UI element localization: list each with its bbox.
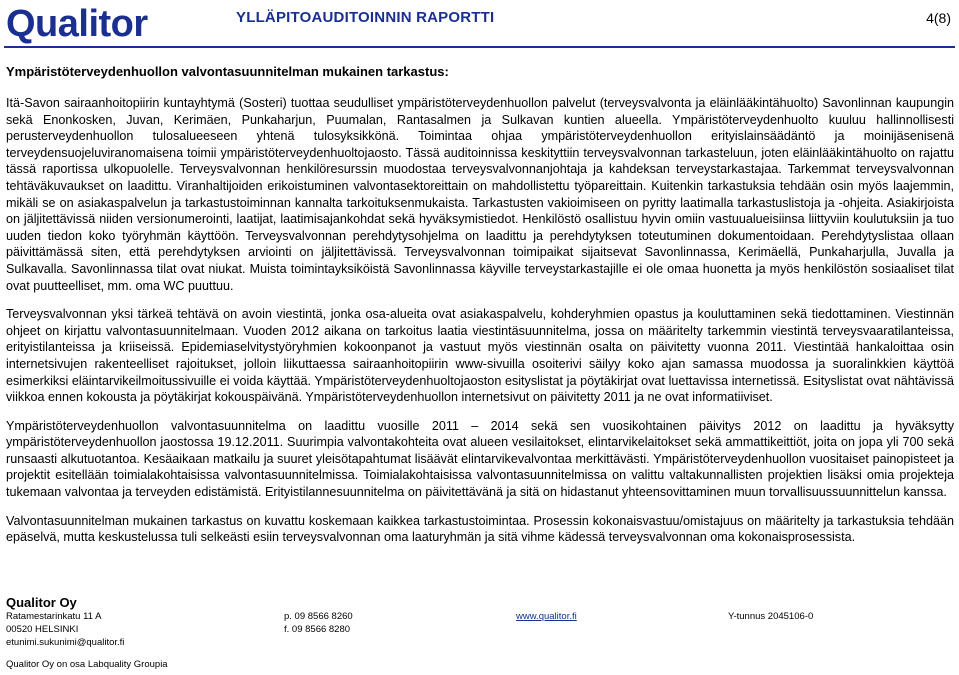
footer-group-note: Qualitor Oy on osa Labquality Groupia (6, 659, 168, 670)
footer-postal: 00520 HELSINKI (6, 624, 79, 635)
paragraph: Itä-Savon sairaanhoitopiirin kuntayhtymä (Sosteri) tuottaa seudulliset ympäristöterveydenhuollon palvelut (terveysvalvonta ja eläinlääkintähuolto) Savonlinnan kaupungin sekä Enonkosken, Juvan, Kerimäen, Punkaharjun, Puumalan, Rantasalmen ja Sulkavan kuntien alueella. Ympäristöterveydenhuolto kuuluu hallinnollisesti perusterveydenhuollon tulosalueeseen yhtenä tulosyksikkönä. Toimintaa ohjaa ympäristöterveydenhuollon erityislainsäädäntö ja moinijäsenisenä terveydensuojeluviranomaisena toimii ympäristöterveydenhuoltojaosto. Tässä auditoinnissa keskityttiin terveysvalvonnan tarkasteluun, joten eläinlääkintähuolto on rajattu tässä raportissa ulkopuolelle. Terveysvalvonnan henkilöresurssin muodostaa terveysvalvonnanjohtaja ja kahdeksan terveystarkastajaa. Tarkemmat terveysvalvonnan tehtäväkuvaukset on laadittu. Viranhaltijoiden erikoistuminen valvontasektoreittain on mahdollistettu työpareittain. Kuitenkin tarkastuksia tehdään osin myös laajemmin, mikäli se on asiakaspalvelun ja tarkastustoiminnan kannalta tarkoituksenmukaista. Tarkastusten vakioimiseen on pyritty laatimalla tarkastuslistoja ja -ohjeita. Asiakirjoista on jäljitettävissä niiden versionumerointi, laatijat, laatimisajankohdat sekä hyväksymistiedot. Henkilöstö osallistuu hyvin omiin vastuualueisiinsa liittyviin koulutuksiin ja tuo uuden tiedon koko työryhmän käyttöön. Terveysvalvonnan perehdytysohjelma on laadittu ja perehdytyksen toteutuminen dokumentoidaan. Perehdytyslistaa ollaan päivittämässä siten, että perehdytyksen arviointi on jäljitettävissä. Terveysvalvonnan toimipaikat sijaitsevat Savonlinnassa, Kerimäellä, Punkaharjulla, Juvalla ja Sulkavalla. Savonlinnassa tilat ovat niukat. Muista toimintayksiköistä Savonlinnassa käyville terveystarkastajille ei ole omaa huonetta ja myös henkilöstön sosiaaliset tilat ovat puutteelliset, mm. oma WC puuttuu. (6, 96, 954, 293)
paragraph: Terveysvalvonnan yksi tärkeä tehtävä on avoin viestintä, jonka osa-alueita ovat asiakaspalvelu, kohderyhmien opastus ja kouluttaminen sekä tiedottaminen. Viestinnän ohjeet on kirjattu valvontasuunnitelmaan. Vuoden 2012 aikana on tarkoitus laatia viestintäsuunnitelma, jossa on määritelty tarkemmin viestintä terveysvaaratilanteissa, erityistilanteissa ja kriiseissä. Epidemiaselvitystyöryhmien kokoonpanot ja vastuut myös viestinnän osalta on päivitetty vuonna 2011. Viestintää hankaloittaa osin internetsivujen rakenteelliset rajoitukset, jolloin liikuttaessa sairaanhoitopiirin www-sivuilla osoiterivi säilyy koko ajan samassa muodossa ja suoralinkkien käyttöä esimerkiksi eläintarvikeilmoitussivuille ei voida käyttää. Ympäristöterveydenhuoltojaoston esityslistat ja pöytäkirjat ovat luettavissa internetissä. Esityslistat ovat nähtävissä viikkoa ennen kokousta ja pöytäkirjat kokouspäivänä. Ympäristöterveydenhuollon internetsivut on päivitetty 2011 ja ne ovat informatiiviset. (6, 307, 954, 405)
footer-phones (284, 610, 353, 636)
footer-business (728, 610, 813, 623)
paragraph: Ympäristöterveydenhuollon valvontasuunnitelma on laadittu vuosille 2011 – 2014 sekä sen vuosikohtainen päivitys 2012 on laadittu ja hyväksytty ympäristöterveydenhuollon jaostossa 19.12.2011. Suurimpia valvontakohteita ovat alueen vesilaitokset, elintarvikelaitokset sekä ammattikeittiöt, joita on jopa yli 700 sekä runsaasti alkutuotantoa. Kesäaikaan matkailu ja suuret yleisötapahtumat lisäävät elintarvikevalvontaa merkittävästi. Ympäristöterveydenhuollon vuositaiset painopisteet ja projektit esitellään toimialakohtaisissa valvontasuunnitelmissa. Toimialakohtaisissa valvontasuunnitelmissa on valittu valtakunnallisten projektien lisäksi omia projekteja tukemaan valvontaa ja terveyden edistämistä. Erityistilannesuunnitelma on päivitettävänä ja sitä on hidastanut yhteensovittaminen muun torvallisuussuunnittelun kanssa. (6, 418, 954, 500)
report-title: YLLÄPITOAUDITOINNIN RAPORTTI (236, 9, 495, 26)
section-title: Ympäristöterveydenhuollon valvontasuunnitelman mukainen tarkastus: (6, 64, 449, 79)
footer-address (6, 610, 124, 649)
footer-company: Qualitor Oy (6, 595, 77, 610)
footer-web (516, 610, 577, 623)
page-number: 4(8) (926, 10, 951, 26)
footer-fax: f. 09 8566 8280 (284, 624, 351, 635)
footer-street: Ratamestarinkatu 11 A (6, 611, 102, 622)
report-body (6, 95, 954, 558)
footer-business-id: Y-tunnus 2045106-0 (728, 611, 814, 622)
page-header (0, 0, 959, 50)
footer-website-link[interactable]: www.qualitor.fi (516, 611, 577, 622)
qualitor-logo (6, 2, 148, 46)
paragraph: Valvontasuunnitelman mukainen tarkastus on kuvattu koskemaan kaikkea tarkastustoimintaa. Prosessin kokonaisvastuu/omistajuus on määritelty ja tarkastuksia tehdään epäselvä, mutta keskustelussa tuli selkeästi esiin terveysvalvonnan oma laaturyhmän ja sitä vihme kädessä terveysvalvonnan oma kokonaisprosessista. (6, 513, 954, 545)
header-divider (4, 46, 955, 48)
page-footer (6, 596, 954, 650)
footer-email: etunimi.sukunimi@qualitor.fi (6, 637, 125, 648)
footer-phone: p. 09 8566 8260 (284, 611, 353, 622)
logo-text: Qualitor (6, 3, 148, 45)
